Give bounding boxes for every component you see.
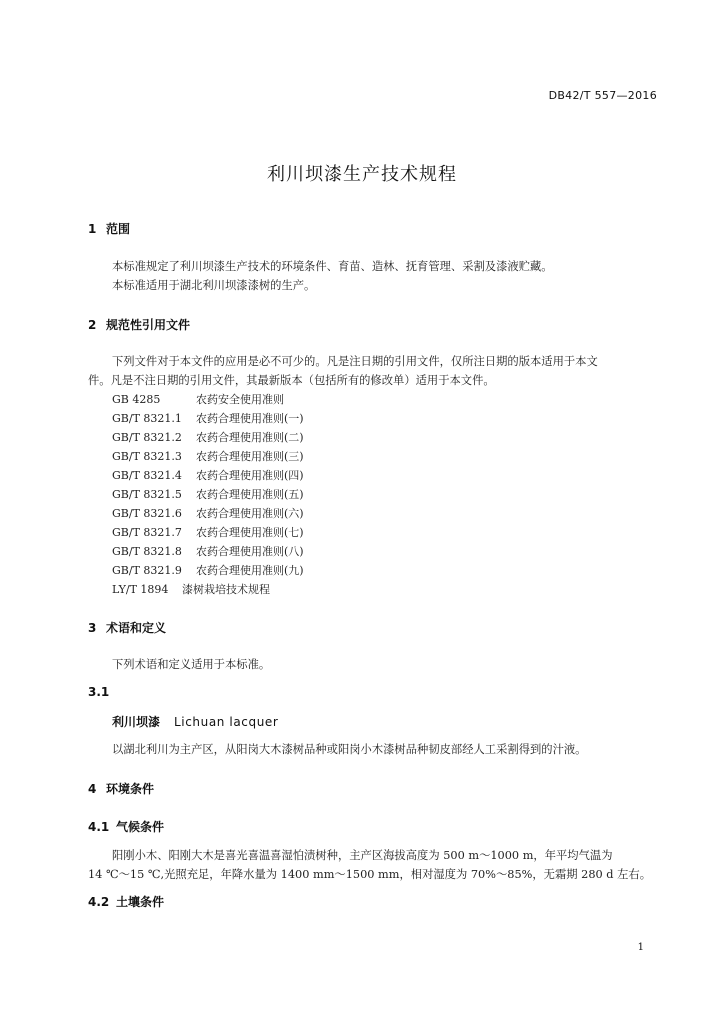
reference-code: GB/T 8321.9 [112,564,182,577]
paragraph-line: 件。凡是不注日期的引用文件，其最新版本（包括所有的修改单）适用于本文件。 [88,374,495,387]
subsection-heading-soil [88,893,164,910]
reference-name: 农药安全使用准则 [196,393,284,406]
reference-name: 农药合理使用准则(二) [196,431,304,444]
reference-name: 农药合理使用准则(五) [196,488,304,501]
reference-name: 农药合理使用准则(三) [196,450,304,463]
reference-item [112,581,270,597]
paragraph: 本标准规定了利川坝漆生产技术的环境条件、育苗、造林、抚育管理、采割及漆液贮藏。 [112,260,553,273]
term-number: 3.1 [88,685,110,699]
reference-code: LY/T 1894 [112,583,169,596]
subsection-title: 气候条件 [116,820,165,834]
reference-item [112,562,304,578]
section-heading-scope [88,220,130,237]
reference-code: GB/T 8321.1 [112,412,182,425]
reference-code: GB 4285 [112,393,161,406]
section-heading-environment [88,780,154,797]
term-english: Lichuan lacquer [174,715,279,729]
section-heading-terms [88,619,166,636]
document-title: 利川坝漆生产技术规程 [267,164,457,185]
paragraph-line: 阳刚小木、阳刚大木是喜光喜温喜湿怕渍树种，主产区海拔高度为 500 m～1000 m，年平均气温为 [112,849,613,862]
section-title: 术语和定义 [106,621,167,635]
section-title: 规范性引用文件 [106,318,191,332]
reference-name: 农药合理使用准则(八) [196,545,304,558]
section-number: 4 [88,782,97,796]
reference-code: GB/T 8321.3 [112,450,182,463]
reference-item [112,429,304,445]
subsection-number: 4.2 [88,895,110,909]
reference-item [112,410,304,426]
section-heading-normative-references [88,316,190,333]
paragraph: 本标准适用于湖北利川坝漆漆树的生产。 [112,279,316,292]
reference-name: 农药合理使用准则(一) [196,412,304,425]
term-entry [112,713,278,730]
paragraph-line: 14 ℃～15 ℃,光照充足，年降水量为 1400 mm～1500 mm，相对湿度为 70%～85%，无霜期 280 d 左右。 [88,868,652,881]
reference-name: 漆树栽培技术规程 [182,583,270,596]
reference-code: GB/T 8321.4 [112,469,182,482]
section-number: 3 [88,621,97,635]
reference-item [112,505,304,521]
reference-name: 农药合理使用准则(七) [196,526,304,539]
paragraph: 下列术语和定义适用于本标准。 [112,658,271,671]
reference-item [112,543,304,559]
term-definition: 以湖北利川为主产区，从阳岗大木漆树品种或阳岗小木漆树品种韧皮部经人工采割得到的汁液。 [112,743,587,756]
subsection-title: 土壤条件 [116,895,165,909]
term-chinese: 利川坝漆 [112,715,161,729]
section-title: 环境条件 [106,782,155,796]
standard-number: DB42/T 557—2016 [548,89,657,102]
reference-code: GB/T 8321.8 [112,545,182,558]
page-number: 1 [637,942,644,953]
subsection-heading-climate [88,818,164,835]
reference-item [112,467,304,483]
section-title: 范围 [106,222,131,236]
reference-item [112,448,304,464]
reference-code: GB/T 8321.7 [112,526,182,539]
reference-code: GB/T 8321.5 [112,488,182,501]
section-number: 2 [88,318,97,332]
reference-name: 农药合理使用准则(四) [196,469,304,482]
paragraph-line: 下列文件对于本文件的应用是必不可少的。凡是注日期的引用文件，仅所注日期的版本适用于本文 [112,355,598,368]
reference-name: 农药合理使用准则(九) [196,564,304,577]
reference-name: 农药合理使用准则(六) [196,507,304,520]
reference-item [112,486,304,502]
reference-code: GB/T 8321.6 [112,507,182,520]
reference-item [112,391,284,407]
reference-item [112,524,304,540]
reference-code: GB/T 8321.2 [112,431,182,444]
subsection-number: 4.1 [88,820,110,834]
section-number: 1 [88,222,97,236]
